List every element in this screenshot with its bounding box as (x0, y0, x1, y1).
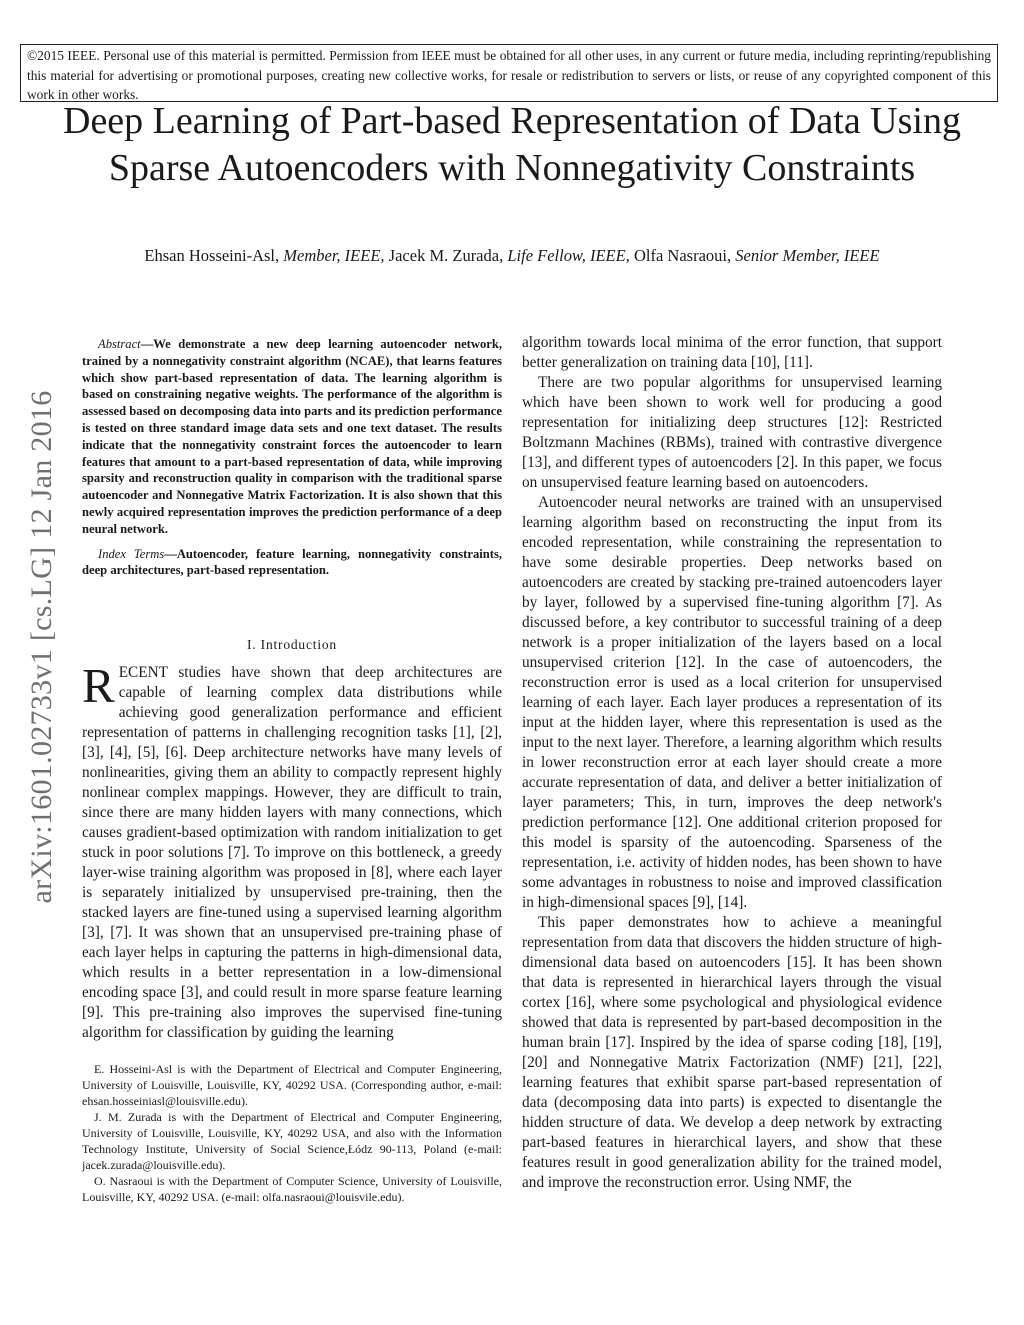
abstract-label: Abstract (98, 337, 141, 351)
footnote: O. Nasraoui is with the Department of Computer Science, University of Louisville, Louisville, KY, 40292 USA. (e-mail: olfa.nasraoui@louisvile.edu). (82, 1174, 502, 1205)
abstract (82, 336, 502, 538)
index-terms-label: Index Terms (98, 546, 165, 561)
right-column (522, 333, 942, 1193)
index-terms (82, 546, 502, 580)
footnote: E. Hosseini-Asl is with the Department of Electrical and Computer Engineering, University of Louisville, Louisville, KY, 40292 USA. (Corresponding author, e-mail: ehsan.hosseiniasl@louisville.edu). (82, 1062, 502, 1109)
author-name: Olfa Nasraoui, (633, 246, 732, 265)
author-name: Ehsan Hosseini-Asl, (144, 246, 280, 265)
left-column (82, 336, 502, 1205)
author-membership: Senior Member, IEEE (735, 246, 880, 265)
section-heading-introduction: I. Introduction (247, 637, 337, 653)
intro-paragraph (82, 658, 502, 1043)
body-paragraph: Autoencoder neural networks are trained with an unsupervised learning algorithm based on reconstructing the input from its encoded representation, while constraining the representation to have some desirable properties. Deep networks based on autoencoders are created by stacking pre-trained autoencoders layer by layer, followed by a supervised fine-tuning algorithm [7]. As discussed before, a key contributor to successful training of a deep network is a proper initialization of the layers based on a local unsupervised criterion [12]. In the case of autoencoders, the reconstruction error is used as a local criterion for unsupervised learning of each layer. Each layer produces a representation of its input at the hidden layer, where this representation is used as the input to the next layer. Therefore, a learning algorithm which results in lower reconstruction error at each layer should create a more accurate representation of data, and deliver a better initialization of layer parameters; This, in turn, improves the deep network's prediction performance [12]. One additional criterion proposed for this model is sparsity of the autoencoding. Sparseness of the representation, i.e. activity of hidden nodes, has been shown to have some advantages in robustness to noise and improved classification in high-dimensional spaces [9], [14]. (522, 494, 942, 911)
footnotes (82, 1061, 502, 1205)
arxiv-stamp (20, 352, 64, 942)
copyright-notice: ©2015 IEEE. Personal use of this material is permitted. Permission from IEEE must be obtained for all other uses, in any current or future media, including reprinting/republishing this material for advertising or promotional purposes, creating new collective works, for resale or redistribution to servers or lists, or reuse of any copyrighted component of this work in other works. (20, 44, 998, 102)
paper-title: Deep Learning of Part-based Representation of Data Using Sparse Autoencoders with Nonnegativity Constraints (63, 100, 961, 189)
footnote: J. M. Zurada is with the Department of Electrical and Computer Engineering, University of Louisville, Louisville, KY, 40292 USA, and also with the Information Technology Institute, University of Social Science,Łódz 90-113, Poland (e-mail: jacek.zurada@louisville.edu). (82, 1110, 502, 1173)
author-membership: Member, IEEE, (283, 246, 385, 265)
body-paragraph: This paper demonstrates how to achieve a meaningful representation from data that discovers the hidden structure of high-dimensional data based on autoencoders [15]. It has been shown that data is represented in hierarchical layers through the visual cortex [16], where some psychological and physiological evidence showed that data is represented by part-based decomposition in the human brain [17]. Inspired by the idea of sparse coding [18], [19], [20] and Nonnegative Matrix Factorization (NMF) [21], [22], learning features that exhibit sparse part-based representation of data (decomposing data into parts) is expected to disentangle the hidden structure of data. We develop a deep network by extracting part-based features in hierarchical layers, and show that these features result in good generalization ability for the trained model, and improve the reconstruction error. Using NMF, the (522, 914, 942, 1191)
intro-text: ECENT studies have shown that deep architectures are capable of learning complex data distributions while achieving good generalization performance and efficient representation of patterns in challenging recognition tasks [1], [2], [3], [4], [5], [6]. Deep architecture networks have many levels of nonlinearities, giving them an ability to compactly represent highly nonlinear complex mappings. However, they are difficult to train, since there are many hidden layers with many connections, which causes gradient-based optimization with random initialization to get stuck in poor solutions [7]. To improve on this bottleneck, a greedy layer-wise training algorithm was proposed in [8], where each layer is separately initialized by unsupervised pre-training, then the stacked layers are fine-tuned using a supervised learning algorithm [3], [7]. It was shown that an unsupervised pre-training phase of each layer helps in capturing the patterns in high-dimensional data, which results in a better representation in a low-dimensional encoding space [3], and could result in more sparse feature learning [9]. This pre-training also improves the supervised fine-tuning algorithm for classification by guiding the learning (82, 664, 502, 1042)
abstract-text: —We demonstrate a new deep learning autoencoder network, trained by a nonnegativity constraint algorithm (NCAE), that learns features which show part-based representation of data. The learning algorithm is based on constraining negative weights. The performance of the algorithm is assessed based on decomposing data into parts and its prediction performance is tested on three standard image data sets and one text dataset. The results indicate that the nonnegativity constraint forces the autoencoder to learn features that amount to a part-based representation of data, while improving sparsity and reconstruction quality in comparison with the traditional sparse autoencoder and Nonnegative Matrix Factorization. It is also shown that this newly acquired representation improves the prediction performance of a deep neural network. (82, 337, 502, 536)
body-paragraph: There are two popular algorithms for unsupervised learning which have been shown to work well for producing a good representation for initializing deep structures [12]: Restricted Boltzmann Machines (RBMs), trained with contrastive divergence [13], and different types of autoencoders [2]. In this paper, we focus on unsupervised feature learning based on autoencoders. (522, 374, 942, 491)
author-membership: Life Fellow, IEEE, (507, 246, 630, 265)
body-paragraph: algorithm towards local minima of the error function, that support better generalization on training data [10], [11]. (522, 334, 942, 371)
author-list (40, 245, 984, 267)
drop-cap: R (82, 658, 115, 714)
index-terms-text: —Autoencoder, feature learning, nonnegativity constraints, deep architectures, part-based representation. (82, 546, 503, 578)
arxiv-id: arXiv:1601.02733v1 [cs.LG] 12 Jan 2016 (25, 390, 58, 904)
author-name: Jacek M. Zurada, (388, 246, 504, 265)
